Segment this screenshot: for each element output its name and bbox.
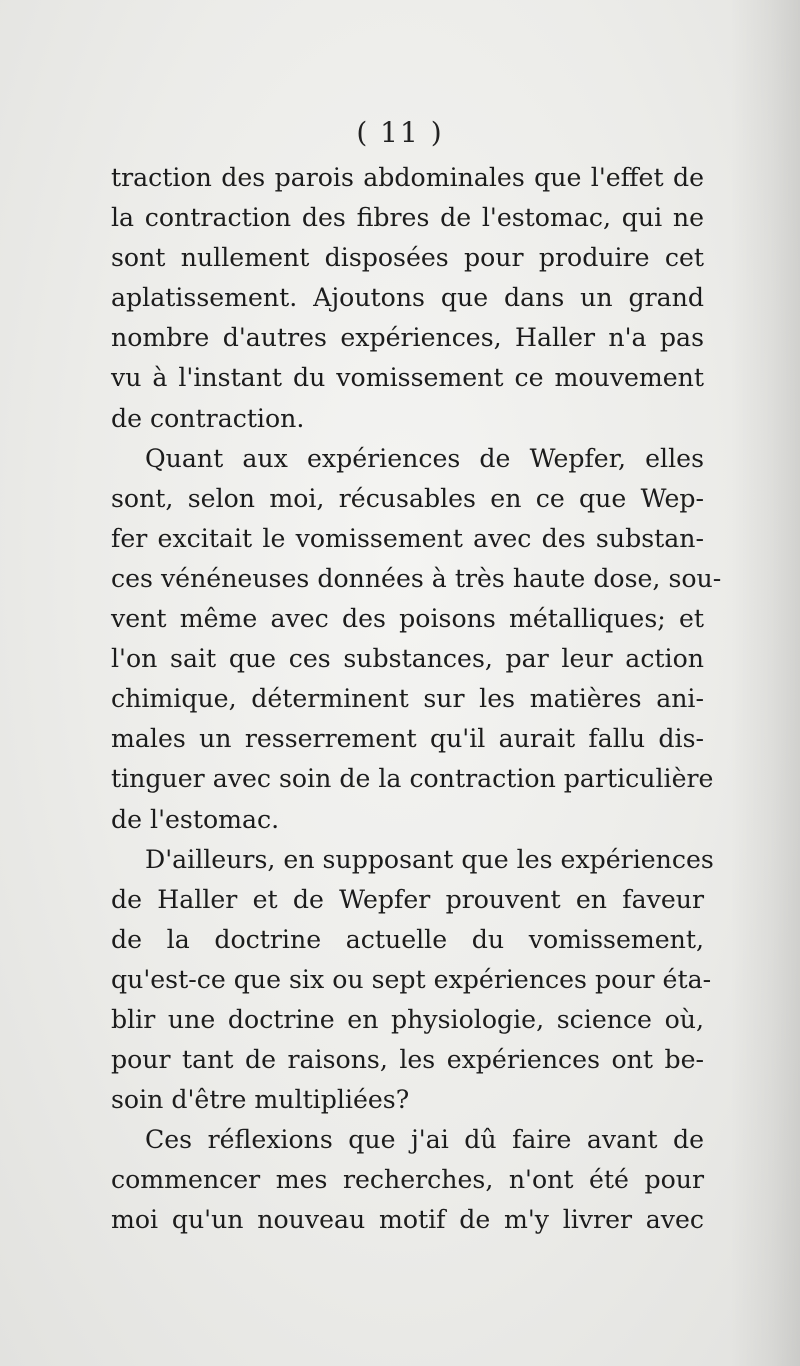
text-line: fer excitait le vomissement avec des substan- bbox=[111, 523, 704, 553]
text-line: males un resserrement qu'il aurait fallu dis- bbox=[111, 724, 704, 754]
text-line: qu'est-ce que six ou sept expériences pour éta- bbox=[111, 964, 712, 994]
text-line: de Haller et de Wepfer prouvent en faveur bbox=[111, 884, 704, 914]
text-line: nombre d'autres expériences, Haller n'a pas bbox=[111, 323, 704, 353]
text-line: vent même avec des poisons métalliques; et bbox=[111, 604, 704, 634]
text-line: commencer mes recherches, n'ont été pour bbox=[111, 1165, 704, 1195]
text-line: pour tant de raisons, les expériences ont be- bbox=[111, 1045, 704, 1075]
text-line: de contraction. bbox=[111, 403, 305, 433]
text-line: chimique, déterminent sur les matières ani- bbox=[111, 684, 704, 714]
paragraph-4 bbox=[111, 1120, 704, 1240]
text-line: de l'estomac. bbox=[111, 804, 280, 834]
text-line: la contraction des fibres de l'estomac, qui ne bbox=[111, 203, 704, 233]
page-edge-shadow bbox=[730, 0, 800, 1366]
text-line: Quant aux expériences de Wepfer, elles bbox=[145, 443, 704, 473]
text-line: sont nullement disposées pour produire cet bbox=[111, 243, 704, 273]
body-text bbox=[111, 158, 722, 1241]
text-line: soin d'être multipliées? bbox=[111, 1085, 410, 1115]
text-line: aplatissement. Ajoutons que dans un grand bbox=[111, 283, 704, 313]
text-line: D'ailleurs, en supposant que les expériences bbox=[145, 844, 714, 874]
paragraph-3 bbox=[111, 840, 714, 1121]
paragraph-1 bbox=[111, 158, 704, 439]
text-line: vu à l'instant du vomissement ce mouvement bbox=[111, 363, 704, 393]
paragraph-2 bbox=[111, 439, 722, 840]
text-line: ces vénéneuses données à très haute dose, sou- bbox=[111, 563, 722, 593]
text-line: sont, selon moi, récusables en ce que Wep- bbox=[111, 483, 704, 513]
page-number: ( 11 ) bbox=[356, 116, 444, 149]
text-line: l'on sait que ces substances, par leur action bbox=[111, 644, 704, 674]
text-line: traction des parois abdominales que l'effet de bbox=[111, 163, 704, 192]
text-line: Ces réflexions que j'ai dû faire avant de bbox=[145, 1125, 704, 1155]
text-line: blir une doctrine en physiologie, science où, bbox=[111, 1004, 704, 1034]
text-line: de la doctrine actuelle du vomissement, bbox=[111, 924, 704, 954]
text-line: tinguer avec soin de la contraction particulière bbox=[111, 764, 714, 794]
text-line: moi qu'un nouveau motif de m'y livrer avec bbox=[111, 1205, 704, 1235]
